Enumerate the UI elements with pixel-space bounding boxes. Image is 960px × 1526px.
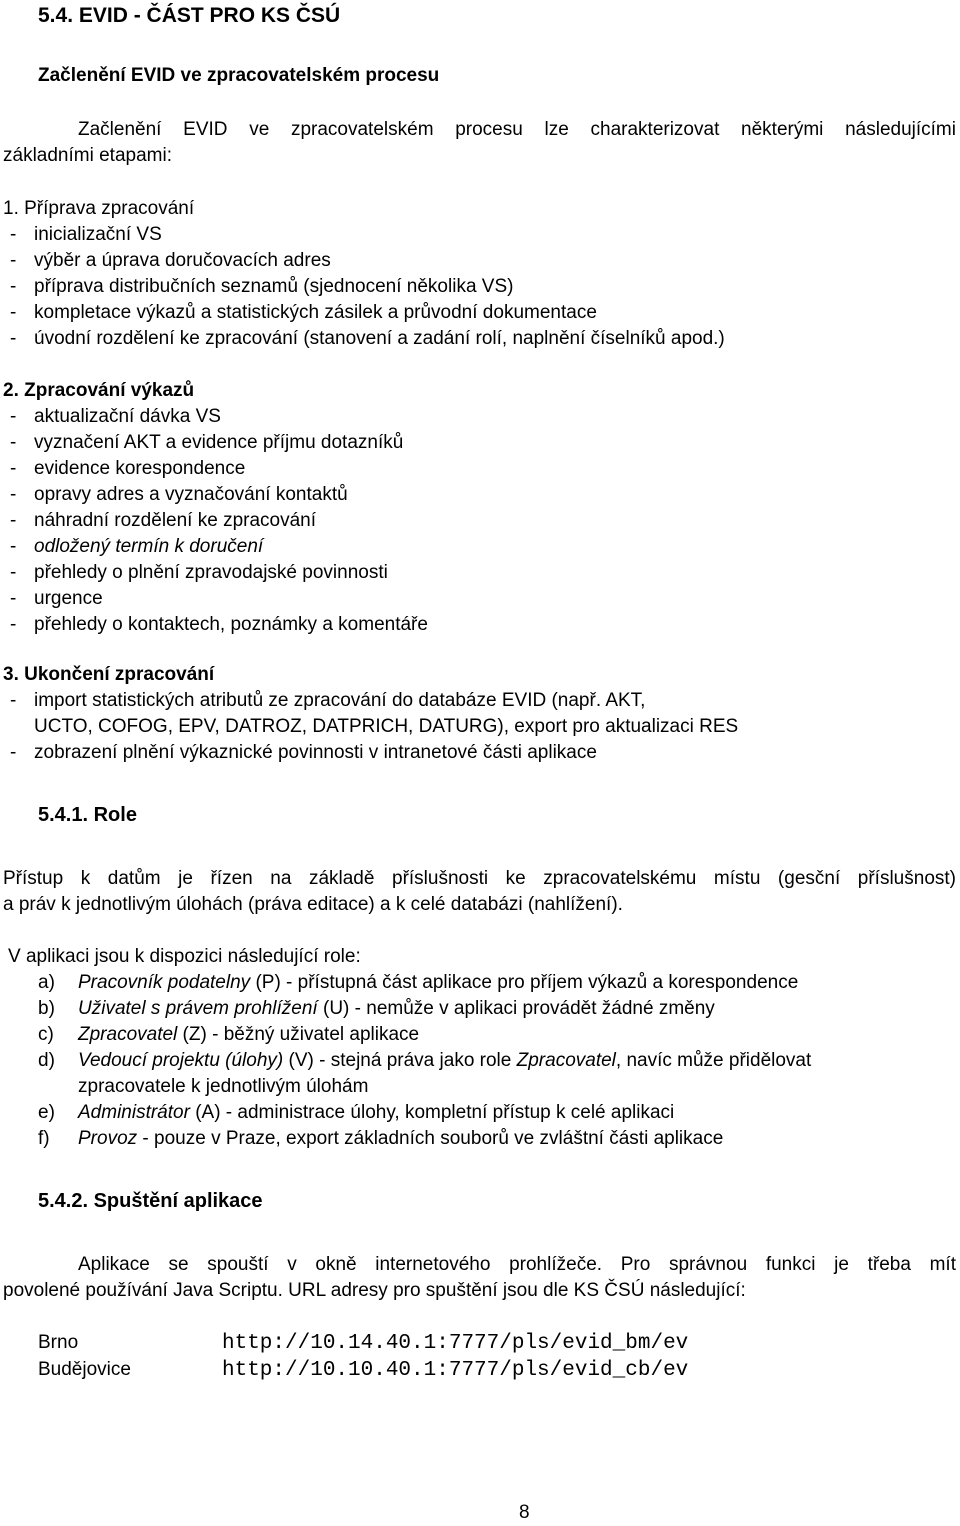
url-link-budejovice[interactable]: http://10.10.40.1:7777/pls/evid_cb/ev — [222, 1359, 689, 1382]
page-heading: 5.4. EVID - ČÁST PRO KS ČSÚ — [38, 4, 341, 27]
list-item: - odložený termín k doručení — [10, 536, 264, 557]
list-item: - urgence — [10, 588, 103, 609]
list-item: - úvodní rozdělení ke zpracování (stanovení a zadání rolí, naplnění číselníků apod.) — [10, 328, 725, 349]
list-item: - přehledy o kontaktech, poznámky a komentáře — [10, 614, 428, 635]
list-item: - přehledy o plnění zpravodajské povinnosti — [10, 562, 388, 583]
list-item: - evidence korespondence — [10, 458, 246, 479]
stage-3-title: 3. Ukončení zpracování — [3, 664, 215, 685]
stage-2-title: 2. Zpracování výkazů — [3, 380, 195, 401]
roles-intro: V aplikaci jsou k dispozici následující role: — [8, 946, 361, 967]
list-item: - příprava distribučních seznamů (sjednocení několika VS) — [10, 276, 514, 297]
list-item: - inicializační VS — [10, 224, 162, 245]
section-subheading: Začlenění EVID ve zpracovatelském procesu — [38, 65, 440, 86]
url-link-brno[interactable]: http://10.14.40.1:7777/pls/evid_bm/ev — [222, 1332, 689, 1355]
list-item: - opravy adres a vyznačování kontaktů — [10, 484, 348, 505]
intro-line-1: Začlenění EVID ve zpracovatelském procesu lze charakterizovat některými následujícími — [78, 119, 956, 140]
list-item: - zobrazení plnění výkaznické povinnosti v intranetové části aplikace — [10, 742, 597, 763]
list-item-continuation: UCTO, COFOG, EPV, DATROZ, DATPRICH, DATURG), export pro aktualizaci RES — [34, 716, 739, 737]
role-section-title: 5.4.1. Role — [38, 804, 137, 826]
list-item: - náhradní rozdělení ke zpracování — [10, 510, 317, 531]
url-city-budejovice: Budějovice — [38, 1359, 131, 1380]
role-para-line-2: a práv k jednotlivým úlohách (práva editace) a k celé databázi (nahlížení). — [3, 894, 623, 915]
list-item: - vyznačení AKT a evidence příjmu dotazníků — [10, 432, 404, 453]
role-item-continuation: zpracovatele k jednotlivým úlohám — [78, 1076, 369, 1097]
list-item: - import statistických atributů ze zpracování do databáze EVID (např. AKT, — [10, 690, 646, 711]
role-para-line-1: Přístup k datům je řízen na základě příslušnosti ke zpracovatelskému místu (gesční příslušnost) — [3, 868, 956, 889]
page-number: 8 — [519, 1502, 530, 1523]
list-item: - kompletace výkazů a statistických zásilek a průvodní dokumentace — [10, 302, 597, 323]
stage-1-title: 1. Příprava zpracování — [3, 198, 195, 219]
url-city-brno: Brno — [38, 1332, 79, 1353]
list-item: - aktualizační dávka VS — [10, 406, 221, 427]
launch-section-title: 5.4.2. Spuštění aplikace — [38, 1190, 263, 1212]
intro-line-2: základními etapami: — [3, 145, 172, 166]
launch-para-line-2: povolené používání Java Scriptu. URL adresy pro spuštění jsou dle KS ČSÚ následující: — [3, 1280, 746, 1301]
launch-para-line-1: Aplikace se spouští v okně internetového prohlížeče. Pro správnou funkci je třeba mít — [78, 1254, 956, 1275]
list-item: - výběr a úprava doručovacích adres — [10, 250, 331, 271]
